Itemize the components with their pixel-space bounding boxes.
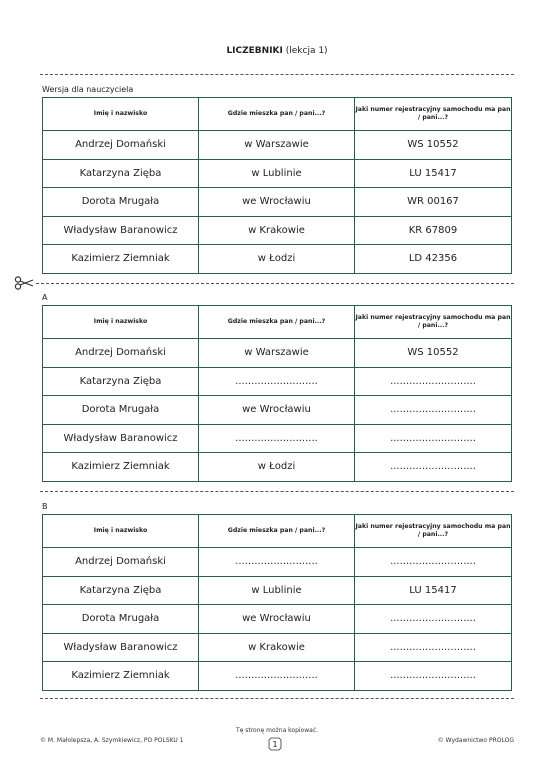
name-cell: Andrzej Domański: [43, 131, 199, 160]
name-cell: Władysław Baranowicz: [43, 424, 199, 453]
table-row: [43, 339, 512, 368]
name-cell: Andrzej Domański: [43, 339, 199, 368]
table-row: [43, 633, 512, 662]
name-cell: Kazimierz Ziemniak: [43, 662, 199, 691]
name-cell: Dorota Mrugała: [43, 396, 199, 425]
column-header: Imię i nazwisko: [43, 98, 199, 131]
name-cell: Kazimierz Ziemniak: [43, 245, 199, 274]
page-title: LICZEBNIKI (lekcja 1): [226, 46, 328, 56]
column-header: Imię i nazwisko: [43, 306, 199, 339]
plate-cell: ...........................: [355, 453, 512, 482]
city-cell: w Warszawie: [199, 339, 355, 368]
name-cell: Władysław Baranowicz: [43, 216, 199, 245]
page-number: 1: [272, 740, 278, 749]
name-cell: Władysław Baranowicz: [43, 633, 199, 662]
cut-line: [36, 283, 514, 284]
city-cell: w Krakowie: [199, 633, 355, 662]
plate-cell: WR 00167: [355, 188, 512, 217]
plate-cell: WS 10552: [355, 131, 512, 160]
table-row: [43, 605, 512, 634]
city-cell: w Krakowie: [199, 216, 355, 245]
column-header: Gdzie mieszka pan / pani...?: [199, 98, 355, 131]
plate-cell: KR 67809: [355, 216, 512, 245]
header-row: [43, 98, 512, 131]
divider: [40, 74, 514, 75]
name-cell: Dorota Mrugała: [43, 188, 199, 217]
city-cell: w Łodzi: [199, 245, 355, 274]
name-cell: Katarzyna Zięba: [43, 576, 199, 605]
section-label-teacher: Wersja dla nauczyciela: [42, 85, 134, 94]
table-row: [43, 662, 512, 691]
city-cell: ..........................: [199, 662, 355, 691]
table-row: [43, 424, 512, 453]
plate-cell: ...........................: [355, 662, 512, 691]
table-b: [42, 514, 512, 691]
footer-authors: © M. Małolepsza, A. Szymkiewicz, PO POLSKU 1: [40, 737, 184, 744]
name-cell: Katarzyna Zięba: [43, 367, 199, 396]
city-cell: ..........................: [199, 424, 355, 453]
table-row: [43, 576, 512, 605]
plate-cell: ...........................: [355, 633, 512, 662]
table-row: [43, 159, 512, 188]
column-header: Jaki numer rejestracyjny samochodu ma pan / pani...?: [355, 515, 512, 548]
column-header: Imię i nazwisko: [43, 515, 199, 548]
page-number-badge: [268, 737, 282, 751]
header-row: [43, 306, 512, 339]
table-row: [43, 396, 512, 425]
column-header: Jaki numer rejestracyjny samochodu ma pan / pani...?: [355, 306, 512, 339]
plate-cell: ...........................: [355, 424, 512, 453]
name-cell: Katarzyna Zięba: [43, 159, 199, 188]
column-header: Gdzie mieszka pan / pani...?: [199, 515, 355, 548]
plate-cell: WS 10552: [355, 339, 512, 368]
city-cell: we Wrocławiu: [199, 396, 355, 425]
city-cell: w Łodzi: [199, 453, 355, 482]
column-header: Jaki numer rejestracyjny samochodu ma pan / pani...?: [355, 98, 512, 131]
footer-publisher: © Wydawnictwo PROLOG: [437, 737, 514, 744]
plate-cell: ...........................: [355, 367, 512, 396]
plate-cell: ...........................: [355, 605, 512, 634]
table-row: [43, 367, 512, 396]
scissors-icon: [14, 276, 34, 290]
city-cell: w Lublinie: [199, 159, 355, 188]
column-header: Gdzie mieszka pan / pani...?: [199, 306, 355, 339]
plate-cell: ...........................: [355, 548, 512, 577]
table-row: [43, 216, 512, 245]
plate-cell: LU 15417: [355, 159, 512, 188]
city-cell: we Wrocławiu: [199, 605, 355, 634]
table-teacher: [42, 97, 512, 274]
table-row: [43, 453, 512, 482]
section-label-a: A: [42, 293, 48, 302]
table-row: [43, 548, 512, 577]
city-cell: we Wrocławiu: [199, 188, 355, 217]
copy-note: Tę stronę można kopiować.: [235, 727, 319, 734]
header-row: [43, 515, 512, 548]
plate-cell: LD 42356: [355, 245, 512, 274]
section-label-b: B: [42, 502, 48, 511]
table-a: [42, 305, 512, 482]
table-row: [43, 245, 512, 274]
plate-cell: LU 15417: [355, 576, 512, 605]
city-cell: w Lublinie: [199, 576, 355, 605]
plate-cell: ...........................: [355, 396, 512, 425]
divider: [40, 698, 514, 699]
name-cell: Andrzej Domański: [43, 548, 199, 577]
table-row: [43, 188, 512, 217]
name-cell: Kazimierz Ziemniak: [43, 453, 199, 482]
city-cell: w Warszawie: [199, 131, 355, 160]
table-row: [43, 131, 512, 160]
city-cell: ..........................: [199, 367, 355, 396]
name-cell: Dorota Mrugała: [43, 605, 199, 634]
city-cell: ..........................: [199, 548, 355, 577]
divider: [40, 491, 514, 492]
